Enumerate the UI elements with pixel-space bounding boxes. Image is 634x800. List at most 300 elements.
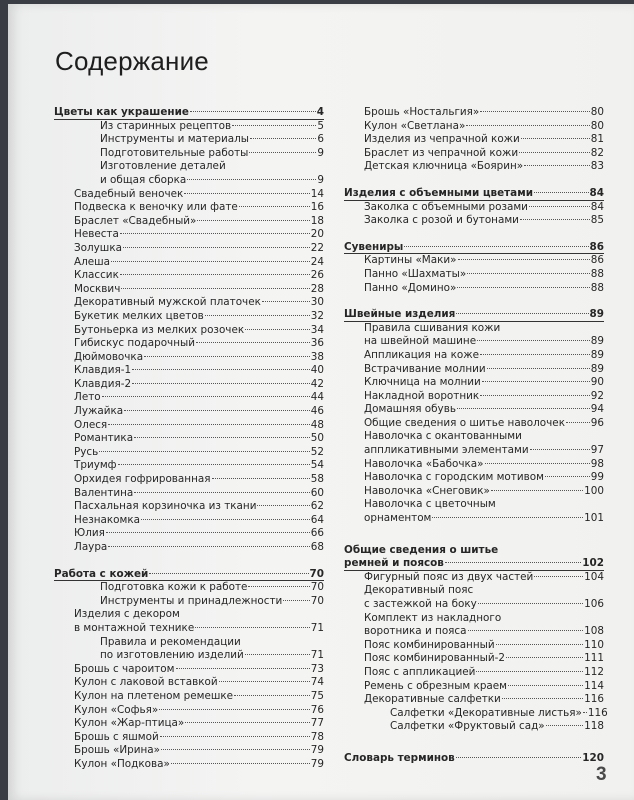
toc-entry-title: Кулон «Софья» — [74, 703, 159, 716]
toc-page-number: 76 — [310, 703, 324, 716]
toc-leader-dots — [176, 668, 310, 669]
toc-entry — [54, 581, 324, 595]
toc-page-number: 22 — [310, 241, 324, 254]
toc-leader-dots — [445, 562, 581, 563]
toc-page-number: 96 — [590, 416, 604, 429]
toc-entry-title: Швейные изделия — [344, 308, 456, 321]
toc-entry-title: Алеша — [74, 255, 111, 268]
toc-entry — [54, 473, 324, 487]
toc-leader-dots — [534, 192, 589, 193]
toc-page-number: 101 — [584, 512, 604, 525]
toc-page-number: 88 — [590, 281, 604, 294]
toc-page-number: 88 — [590, 267, 604, 280]
toc-entry-title: Брошь «Ностальгия» — [364, 106, 480, 118]
toc-leader-dots — [132, 383, 310, 384]
toc-entry-title: Дюймовочка — [74, 350, 144, 363]
toc-entry — [54, 676, 324, 690]
toc-entry-title: Пасхальная корзиночка из ткани — [74, 500, 257, 513]
toc-entry — [344, 706, 608, 721]
toc-entry-title: Подготовка кожи к работе — [100, 581, 248, 594]
toc-entry — [54, 717, 324, 731]
toc-entry-title: Свадебный веночек — [74, 187, 184, 200]
toc-leader-dots — [546, 725, 583, 726]
toc-entry-title: Наволочка «Бабочка» — [364, 457, 484, 470]
toc-section-heading — [344, 752, 604, 766]
toc-entry — [344, 612, 604, 626]
toc-page-number: 99 — [590, 471, 604, 484]
toc-leader-dots — [144, 356, 310, 357]
toc-page-number: 18 — [310, 214, 324, 227]
toc-leader-dots — [478, 603, 583, 604]
toc-leader-dots — [456, 757, 582, 758]
toc-leader-dots — [185, 722, 309, 723]
toc-page-number: 89 — [589, 308, 604, 321]
toc-page-number: 42 — [310, 377, 324, 390]
toc-page-number: 104 — [584, 570, 604, 583]
toc-leader-dots — [404, 246, 588, 247]
toc-entry-title: Салфетки «Декоративные листья» — [390, 706, 582, 719]
toc-leader-dots — [249, 152, 316, 153]
toc-leader-dots — [583, 712, 587, 713]
toc-entry-title: Подвеска к веночку или фате — [74, 201, 238, 214]
toc-leader-dots — [121, 288, 309, 289]
toc-page-number: 89 — [590, 362, 604, 375]
toc-entry-title: Декоративные салфетки — [364, 693, 501, 706]
toc-entry-title: Наволочка «Снеговик» — [364, 484, 490, 497]
toc-leader-dots — [283, 600, 309, 601]
toc-entry — [54, 405, 324, 419]
toc-entry-title: Клавдия-2 — [74, 377, 132, 390]
toc-entry — [344, 376, 604, 390]
toc-entry — [54, 296, 324, 310]
toc-entry-title: Словарь терминов — [344, 751, 455, 764]
toc-entry — [344, 390, 604, 404]
toc-page-number: 32 — [310, 309, 324, 322]
toc-page-number: 79 — [310, 757, 324, 770]
toc-entry — [54, 459, 324, 473]
toc-entry — [344, 444, 604, 458]
toc-page-number: 52 — [310, 445, 324, 458]
toc-section-heading — [344, 544, 604, 558]
toc-entry-title: Брошь с чароитом — [74, 662, 175, 675]
toc-entry-title: Кулон «Светлана» — [364, 119, 466, 132]
toc-page-number: 92 — [590, 389, 604, 402]
toc-leader-dots — [480, 111, 590, 112]
toc-page-number: 70 — [310, 581, 324, 594]
toc-leader-dots — [534, 576, 583, 577]
toc-page-number: 70 — [310, 594, 324, 607]
toc-entry-title: Брошь с яшмой — [74, 730, 159, 743]
toc-leader-dots — [466, 125, 589, 126]
toc-page-number: 70 — [309, 567, 324, 580]
toc-section-heading — [344, 241, 604, 255]
toc-leader-dots — [480, 395, 590, 396]
toc-entry-title: Кулон с лаковой вставкой — [74, 676, 218, 689]
toc-right-column — [344, 106, 608, 766]
toc-leader-dots — [123, 247, 310, 248]
toc-entry — [54, 378, 324, 392]
toc-page-number: 78 — [310, 730, 324, 743]
toc-leader-dots — [195, 627, 310, 628]
toc-page-number: 100 — [584, 484, 604, 497]
toc-page-number: 46 — [310, 405, 324, 418]
toc-page-number: 102 — [582, 557, 604, 570]
toc-page-number: 50 — [310, 432, 324, 445]
toc-leader-dots — [432, 517, 583, 518]
toc-section-heading — [344, 187, 604, 201]
toc-leader-dots — [566, 422, 590, 423]
toc-entry-title: ремней и поясов — [344, 557, 444, 570]
toc-entry — [344, 254, 604, 268]
toc-entry-title: Встрачивание молнии — [364, 362, 486, 375]
toc-leader-dots — [530, 449, 590, 450]
toc-entry-title: Пояс комбинированный — [364, 638, 495, 651]
toc-entry — [54, 364, 324, 378]
toc-leader-dots — [132, 369, 310, 370]
toc-page-number: 84 — [589, 186, 604, 199]
toc-entry — [54, 541, 324, 555]
toc-entry-title: Романтика — [74, 432, 134, 445]
toc-page-number: 108 — [584, 625, 604, 638]
toc-leader-dots — [219, 681, 310, 682]
toc-leader-dots — [545, 476, 590, 477]
toc-entry — [54, 608, 324, 622]
toc-entry — [54, 215, 324, 229]
toc-leader-dots — [477, 340, 590, 341]
toc-entry-title: Пояс с аппликацией — [364, 665, 476, 678]
toc-entry-title: Букетик мелких цветов — [74, 309, 204, 322]
toc-section-heading — [344, 308, 604, 322]
toc-entry — [54, 228, 324, 242]
toc-leader-dots — [190, 111, 316, 112]
toc-page-number: 64 — [310, 513, 324, 526]
toc-page-number: 83 — [590, 160, 604, 173]
toc-leader-dots — [506, 657, 583, 658]
toc-entry — [344, 363, 604, 377]
toc-entry — [54, 351, 324, 365]
toc-page-number: 71 — [310, 649, 324, 662]
toc-entry — [54, 744, 324, 758]
toc-leader-dots — [99, 451, 310, 452]
toc-leader-dots — [118, 464, 310, 465]
toc-page-number: 84 — [590, 200, 604, 213]
toc-entry-title: Орхидея гофрированная — [74, 473, 211, 486]
toc-leader-dots — [196, 342, 310, 343]
section-gap — [344, 228, 604, 241]
toc-page-number: 68 — [310, 541, 324, 553]
toc-entry-title: Сувениры — [344, 240, 404, 253]
toc-section-heading — [344, 557, 604, 571]
toc-entry — [54, 595, 324, 609]
toc-page-number: 48 — [310, 418, 324, 431]
toc-leader-dots — [487, 368, 590, 369]
toc-entry-title: Панно «Домино» — [364, 281, 457, 294]
toc-entry — [54, 690, 324, 704]
toc-entry — [344, 720, 604, 734]
toc-entry-title: Гибискус подарочный — [74, 337, 195, 350]
section-gap — [344, 734, 604, 752]
toc-entry — [54, 283, 324, 297]
toc-page-number: 98 — [590, 457, 604, 470]
toc-page-number: 60 — [310, 486, 324, 499]
toc-entry-title: Незнакомка — [74, 513, 141, 526]
toc-leader-dots — [491, 490, 583, 491]
toc-entry-title: Накладной воротник — [364, 389, 480, 402]
toc-entry — [54, 242, 324, 256]
toc-page-number: 9 — [317, 146, 324, 159]
toc-section-heading — [54, 106, 324, 120]
toc-entry-title: Фигурный пояс из двух частей — [364, 570, 534, 583]
toc-entry — [344, 417, 604, 431]
toc-entry-title: Золушка — [74, 241, 122, 254]
toc-entry — [54, 324, 324, 338]
toc-leader-dots — [476, 671, 583, 672]
toc-entry — [54, 622, 324, 636]
toc-entry-title: и общая сборка — [100, 173, 187, 186]
toc-section-heading — [54, 568, 324, 582]
toc-entry-title: Картины «Маки» — [364, 254, 457, 267]
toc-page-number: 16 — [310, 201, 324, 214]
toc-leader-dots — [197, 220, 309, 221]
toc-entry-title: Работа с кожей — [54, 567, 149, 580]
toc-entry — [54, 391, 324, 405]
toc-entry-title: Браслет «Свадебный» — [74, 214, 197, 227]
toc-leader-dots — [159, 709, 310, 710]
toc-entry-title: Цветы как украшение — [54, 106, 189, 118]
toc-leader-dots — [520, 219, 590, 220]
toc-leader-dots — [124, 410, 310, 411]
toc-entry-title: Москвич — [74, 282, 121, 295]
section-gap — [344, 526, 604, 544]
toc-leader-dots — [205, 315, 310, 316]
toc-page-number: 34 — [310, 323, 324, 336]
toc-leader-dots — [134, 437, 310, 438]
toc-page-number: 71 — [310, 621, 324, 634]
toc-leader-dots — [108, 546, 309, 547]
toc-entry-title: Лужайка — [74, 405, 124, 418]
toc-leader-dots — [482, 381, 590, 382]
toc-entry-title: Кулон «Подкова» — [74, 757, 170, 770]
toc-entry-title: на швейной машине — [364, 335, 477, 348]
toc-entry-title: Юлия — [74, 527, 105, 540]
toc-leader-dots — [160, 736, 310, 737]
toc-page-number: 110 — [584, 638, 604, 651]
toc-page-number: 73 — [310, 662, 324, 675]
toc-entry — [54, 201, 324, 215]
toc-page-number: 6 — [317, 133, 324, 146]
toc-entry — [344, 512, 604, 526]
toc-entry — [344, 458, 604, 472]
toc-page-number: 86 — [590, 254, 604, 267]
toc-entry — [344, 133, 604, 147]
toc-leader-dots — [519, 152, 590, 153]
toc-entry — [344, 282, 604, 296]
toc-entry-title: Заколка с розой и бутонами — [364, 214, 519, 227]
toc-page-number: 120 — [582, 751, 604, 764]
toc-left-column — [54, 106, 324, 772]
toc-page-number: 58 — [310, 473, 324, 486]
toc-leader-dots — [257, 505, 309, 506]
toc-entry — [344, 639, 604, 653]
toc-leader-dots — [212, 478, 310, 479]
toc-entry — [54, 256, 324, 270]
toc-entry — [344, 160, 604, 174]
toc-entry — [54, 337, 324, 351]
toc-entry — [344, 335, 604, 349]
toc-leader-dots — [467, 273, 590, 274]
toc-entry — [54, 758, 324, 772]
toc-page-number: 54 — [310, 459, 324, 472]
toc-entry — [54, 120, 324, 134]
toc-entry-title: аппликативными элементами — [364, 444, 529, 457]
toc-leader-dots — [141, 519, 310, 520]
toc-leader-dots — [234, 695, 310, 696]
toc-entry — [54, 310, 324, 324]
toc-entry-title: Из старинных рецептов — [100, 119, 232, 132]
toc-leader-dots — [134, 492, 309, 493]
toc-page-number: 106 — [584, 598, 604, 610]
toc-entry-title: орнаментом — [364, 512, 432, 525]
toc-entry-title: в монтажной технике — [74, 621, 195, 634]
toc-page-number: 62 — [310, 500, 324, 513]
toc-page-number: 89 — [590, 335, 604, 348]
toc-entry-title: Комплект из накладного — [364, 611, 502, 624]
toc-entry — [344, 571, 604, 585]
toc-page-number: 85 — [590, 214, 604, 227]
toc-leader-dots — [457, 408, 590, 409]
toc-page-number: 4 — [316, 106, 324, 118]
toc-entry-title: Декоративный пояс — [364, 584, 474, 597]
toc-entry-title: Кулон «Жар-птица» — [74, 717, 185, 730]
toc-entry — [54, 147, 324, 161]
toc-page-number: 116 — [584, 693, 604, 706]
toc-entry — [344, 268, 604, 282]
toc-leader-dots — [106, 532, 310, 533]
toc-entry — [344, 485, 604, 499]
toc-entry-title: с застежкой на боку — [364, 598, 477, 610]
toc-entry-title: Изделия с объемными цветами — [344, 186, 533, 199]
toc-entry-title: Общие сведения о шитье наволочек — [364, 416, 565, 429]
toc-leader-dots — [102, 396, 310, 397]
toc-leader-dots — [457, 287, 589, 288]
section-gap — [344, 174, 604, 187]
toc-entry — [54, 419, 324, 433]
toc-leader-dots — [502, 698, 583, 699]
toc-leader-dots — [521, 138, 590, 139]
toc-entry-title: Клавдия-1 — [74, 364, 132, 377]
toc-entry — [54, 649, 324, 663]
toc-page-number: 14 — [310, 187, 324, 200]
toc-entry-title: Наволочка с окантованными — [364, 430, 522, 443]
toc-page-number: 5 — [317, 119, 324, 132]
toc-entry-title: Наволочка с цветочным — [364, 498, 496, 511]
toc-entry-title: Декоративный мужской платочек — [74, 296, 261, 309]
toc-page-number: 26 — [310, 269, 324, 282]
toc-entry — [54, 514, 324, 528]
toc-page-number: 28 — [310, 282, 324, 295]
toc-entry — [54, 269, 324, 283]
page-number: 3 — [596, 764, 607, 785]
toc-page-number: 97 — [590, 444, 604, 457]
toc-entry — [54, 704, 324, 718]
toc-entry-title: Валентина — [74, 486, 134, 499]
toc-entry-title: воротника и пояса — [364, 625, 467, 638]
toc-entry-title: Правила сшивания кожи — [364, 321, 501, 334]
toc-entry-title: Детская ключница «Боярин» — [364, 160, 524, 173]
toc-entry — [344, 680, 604, 694]
book-page — [8, 4, 634, 800]
toc-entry-title: по изготовлению изделий — [100, 649, 244, 662]
toc-leader-dots — [458, 259, 590, 260]
toc-page-number: 111 — [584, 652, 604, 665]
toc-leader-dots — [161, 749, 310, 750]
toc-page-number: 77 — [310, 717, 324, 730]
toc-entry — [344, 693, 604, 707]
toc-entry — [344, 120, 604, 134]
toc-leader-dots — [120, 274, 310, 275]
toc-entry — [54, 188, 324, 202]
toc-leader-dots — [524, 165, 590, 166]
toc-leader-dots — [245, 329, 310, 330]
toc-entry — [344, 598, 604, 612]
toc-entry-title: Домашняя обувь — [364, 403, 456, 416]
toc-page-number: 82 — [590, 146, 604, 159]
toc-page-number: 90 — [590, 376, 604, 389]
toc-entry-title: Салфетки «Фруктовый сад» — [390, 720, 545, 733]
toc-entry — [344, 147, 604, 161]
toc-leader-dots — [248, 586, 309, 587]
toc-leader-dots — [508, 685, 583, 686]
toc-entry-title: Пояс комбинированный-2 — [364, 652, 505, 665]
toc-entry — [54, 174, 324, 188]
toc-leader-dots — [485, 463, 590, 464]
toc-page-number: 79 — [310, 744, 324, 757]
toc-entry-title: Правила и рекомендации — [100, 635, 241, 648]
toc-page-number: 74 — [310, 676, 324, 689]
toc-entry — [344, 201, 604, 215]
toc-leader-dots — [184, 193, 310, 194]
toc-leader-dots — [149, 573, 308, 574]
toc-entry-title: Кулон на плетеном ремешке — [74, 689, 234, 702]
toc-entry-title: Триумф — [74, 459, 117, 472]
toc-entry — [344, 403, 604, 417]
toc-entry-title: Ремень с обрезным краем — [364, 679, 508, 692]
toc-page-number: 44 — [310, 391, 324, 404]
toc-entry — [54, 133, 324, 147]
toc-page-number: 112 — [584, 665, 604, 678]
toc-entry-title: Инструменты и материалы — [100, 133, 249, 146]
toc-entry-title: Панно «Шахматы» — [364, 267, 467, 280]
toc-entry-title: Изделия с декором — [74, 608, 180, 621]
toc-leader-dots — [529, 206, 590, 207]
toc-page-number: 66 — [310, 527, 324, 540]
toc-entry-title: Аппликация на коже — [364, 348, 479, 361]
toc-entry-title: Общие сведения о шитье — [344, 543, 499, 556]
toc-entry — [54, 663, 324, 677]
toc-entry — [344, 322, 604, 336]
toc-page-number: 9 — [317, 173, 324, 186]
toc-entry — [54, 500, 324, 514]
toc-entry-title: Классик — [74, 269, 119, 282]
toc-entry-title: Лето — [74, 391, 101, 404]
toc-page-number: 24 — [310, 255, 324, 268]
toc-entry-title: Ключница на молнии — [364, 376, 481, 389]
toc-entry-title: Заколка с объемными розами — [364, 200, 528, 213]
toc-entry-title: Наволочка с городским мотивом — [364, 471, 544, 484]
section-gap — [54, 555, 324, 568]
toc-entry-title: Изделия из чепрачной кожи — [364, 133, 520, 146]
toc-leader-dots — [120, 233, 310, 234]
